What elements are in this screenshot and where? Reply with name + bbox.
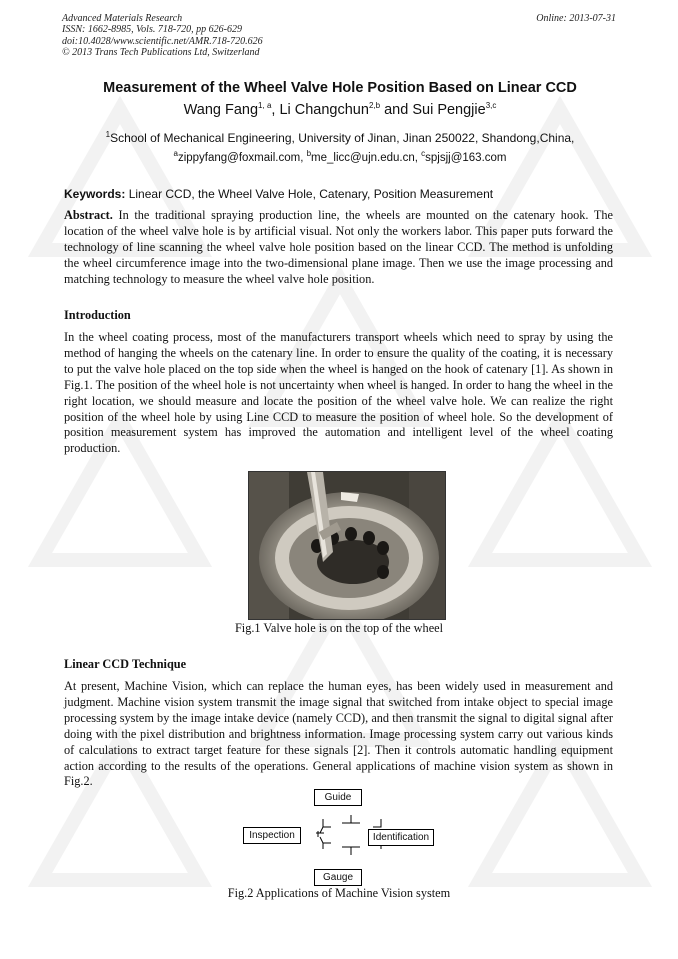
author-name: Sui Pengjie: [412, 102, 486, 118]
journal-name: Advanced Materials Research: [62, 13, 183, 24]
author-separator: ,: [271, 102, 280, 118]
email-link[interactable]: me_licc@ujn.edu.cn: [311, 152, 415, 164]
guide-box: Guide: [314, 789, 362, 806]
author-list: [40, 102, 640, 118]
email-superscript: b: [306, 149, 312, 159]
introduction-text: In the wheel coating process, most of the manufacturers transport wheels which need to spray by using the method of hanging the wheels on the catenary line. In order to ensure the quality of the coating, it is necessary to put the valve hole placed on the top side when the wheel is hanged on the hook of catenary [1]. As shown in Fig.1. The position of the wheel hole is not uncertainty when wheel is hanged. In order to hang the wheel in the right location, we should measure and locate the position of the wheel valve hole. We can realize the right position of the wheel hole by using Line CCD to measure the position of wheel hole. So the development of position measurement system has improved the automation and intelligent level of the wheel coating production.: [64, 330, 613, 456]
email-link[interactable]: spjsjj@163.com: [425, 152, 507, 164]
keywords-label: Keywords:: [64, 187, 126, 201]
linear-ccd-text: At present, Machine Vision, which can replace the human eyes, has been widely used in measurement and judgment. Machine vision system transmit the image signal that switched from intake object to special image processing system by the image intake device (namely CCD), and then transmit the signal to digital signal after doing with the pixel distribution and brightness information. Image processing system carry out various kinds of calculations to extract target feature for these signals [2]. Then it controls automatic handling equipment action according to the results of the operations. General applications of machine vision system as shown in Fig.2.: [64, 679, 613, 789]
abstract-text: In the traditional spraying production line, the wheels are mounted on the catenary hook. The location of the wheel valve hole is by artificial visual. Not only the workers labor. This paper puts forward the technology of line scanning the wheel valve hole position based on the linear CCD. The method is unfolding the wheel circumference image into the two-dimensional plane image. Then we use the image processing and matching technology to measure the wheel valve hole position.: [64, 208, 613, 286]
section-heading-introduction: Introduction: [64, 308, 131, 322]
email-list: [30, 149, 650, 164]
inspection-box: Inspection: [243, 827, 301, 844]
author-superscript: 3,c: [485, 101, 497, 111]
email-link[interactable]: zippyfang@foxmail.com: [177, 152, 301, 164]
wheel-photo-drawing: [249, 472, 445, 619]
author-separator: and: [380, 102, 413, 118]
email-superscript: a: [173, 149, 178, 159]
author-superscript: 1, a: [258, 101, 272, 111]
author-name: Wang Fang: [183, 102, 259, 118]
author-superscript: 2,b: [368, 101, 381, 111]
abstract-label: Abstract.: [64, 208, 113, 222]
email-separator: ,: [414, 152, 422, 164]
keywords: [64, 187, 624, 201]
affiliation-text: School of Mechanical Engineering, University of Jinan, Jinan 250022, Shandong,China,: [110, 131, 575, 145]
figure-2-caption: Fig.2 Applications of Machine Vision system: [227, 886, 451, 900]
section-heading-linear-ccd: Linear CCD Technique: [64, 657, 187, 671]
affiliation: [30, 131, 650, 145]
figure-1-wheel-photo: [248, 471, 446, 620]
online-date: Online: 2013-07-31: [536, 13, 616, 24]
doi-line[interactable]: doi:10.4028/www.scientific.net/AMR.718-720.626: [62, 35, 263, 47]
abstract: [64, 208, 613, 288]
email-separator: ,: [300, 152, 307, 164]
gauge-box: Gauge: [314, 869, 362, 886]
journal-header: [62, 13, 616, 58]
figure-1-caption: Fig.1 Valve hole is on the top of the wheel: [234, 621, 444, 635]
figure-2-diagram: [238, 785, 468, 890]
copyright-line: © 2013 Trans Tech Publications Ltd, Switzerland: [62, 46, 260, 58]
author-name: Li Changchun: [279, 102, 369, 118]
identification-box: Identification: [368, 829, 434, 846]
paper-title: Measurement of the Wheel Valve Hole Position Based on Linear CCD: [103, 80, 577, 96]
affiliation-superscript: 1: [105, 130, 111, 139]
issn-line: ISSN: 1662-8985, Vols. 718-720, pp 626-629: [62, 24, 242, 36]
email-superscript: c: [421, 149, 426, 159]
keywords-text: Linear CCD, the Wheel Valve Hole, Catenary, Position Measurement: [128, 187, 494, 201]
